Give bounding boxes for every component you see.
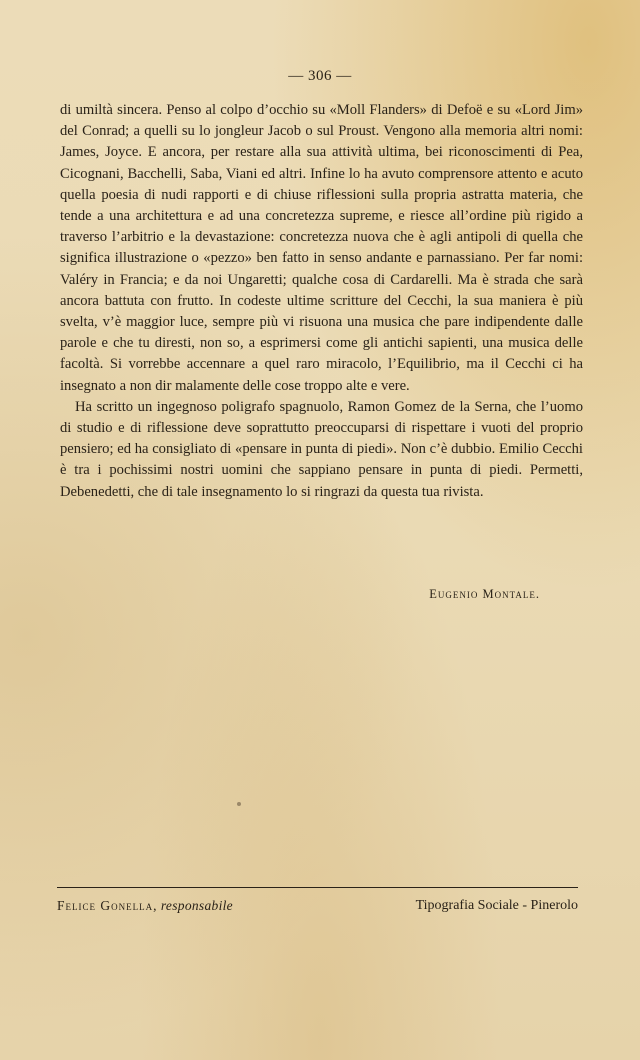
page-number: — 306 — <box>288 68 352 84</box>
editor-role: responsabile <box>160 898 233 913</box>
editor-name: Felice Gonella, <box>57 898 158 913</box>
article-body <box>60 100 583 503</box>
footer-divider <box>57 887 578 888</box>
paragraph-1: di umiltà sincera. Penso al colpo d’occhio su «Moll Flanders» di Defoë e su «Lord Jim» del Conrad; a quelli su lo jongleur Jacob o sul Proust. Vengono alla memoria altri nomi: James, Joyce. E ancora, per restare alla sua attività ultima, bei riconoscimenti di Pea, Cicognani, Bacchelli, Saba, Viani ed altri. Infine lo ha avuto comprensore attento e acuto quella poesia di nudi rapporti e di chiuse riflessioni sulla propria astratta materia, che tende a una architettura e ad una concretezza supreme, e riesce all’ordine più rigido a traverso l’arbitrio e la devastazione: concretezza nuova che è agli antipoli di quella che significa illustrazione o «pezzo» ben fatto in senso andante e parnassiano. Per far nomi: Valéry in Francia; e da noi Ungaretti; qualche cosa di Cardarelli. Ma è strada che sarà ancora battuta con frutto. In codeste ultime scritture del Cecchi, la sua maniera è più svelta, v’è maggior luce, sempre più vi risuona una musica che pare indipendente dalle parole e che tu diresti, non so, a esprimersi come gli antichi sapienti, una musica delle facoltà. Si vorrebbe accennare a quel raro miracolo, l’Equilibrio, ma il Cecchi ci ha insegnato a non dir malamente delle cose troppo alte e vere. <box>60 102 583 394</box>
paragraph-2: Ha scritto un ingegnoso poligrafo spagnuolo, Ramon Gomez de la Serna, che l’uomo di studio e di riflessione deve soprattutto preoccuparsi di rispettare i vuoti del proprio pensiero; ed ha consigliato di «pensare in punta di piedi». Non c’è dubbio. Emilio Cecchi è tra i pochissimi nostri uomini che sappiano pensare in punta di piedi. Permetti, Debenedetti, che di tale insegnamento lo si ringrazi da questa tua rivista. <box>60 398 583 500</box>
footer-printer: Tipografia Sociale - Pinerolo <box>415 898 578 913</box>
author-signature: Eugenio Montale. <box>429 587 540 601</box>
paper-speck <box>237 802 241 806</box>
footer-editor <box>57 898 233 914</box>
